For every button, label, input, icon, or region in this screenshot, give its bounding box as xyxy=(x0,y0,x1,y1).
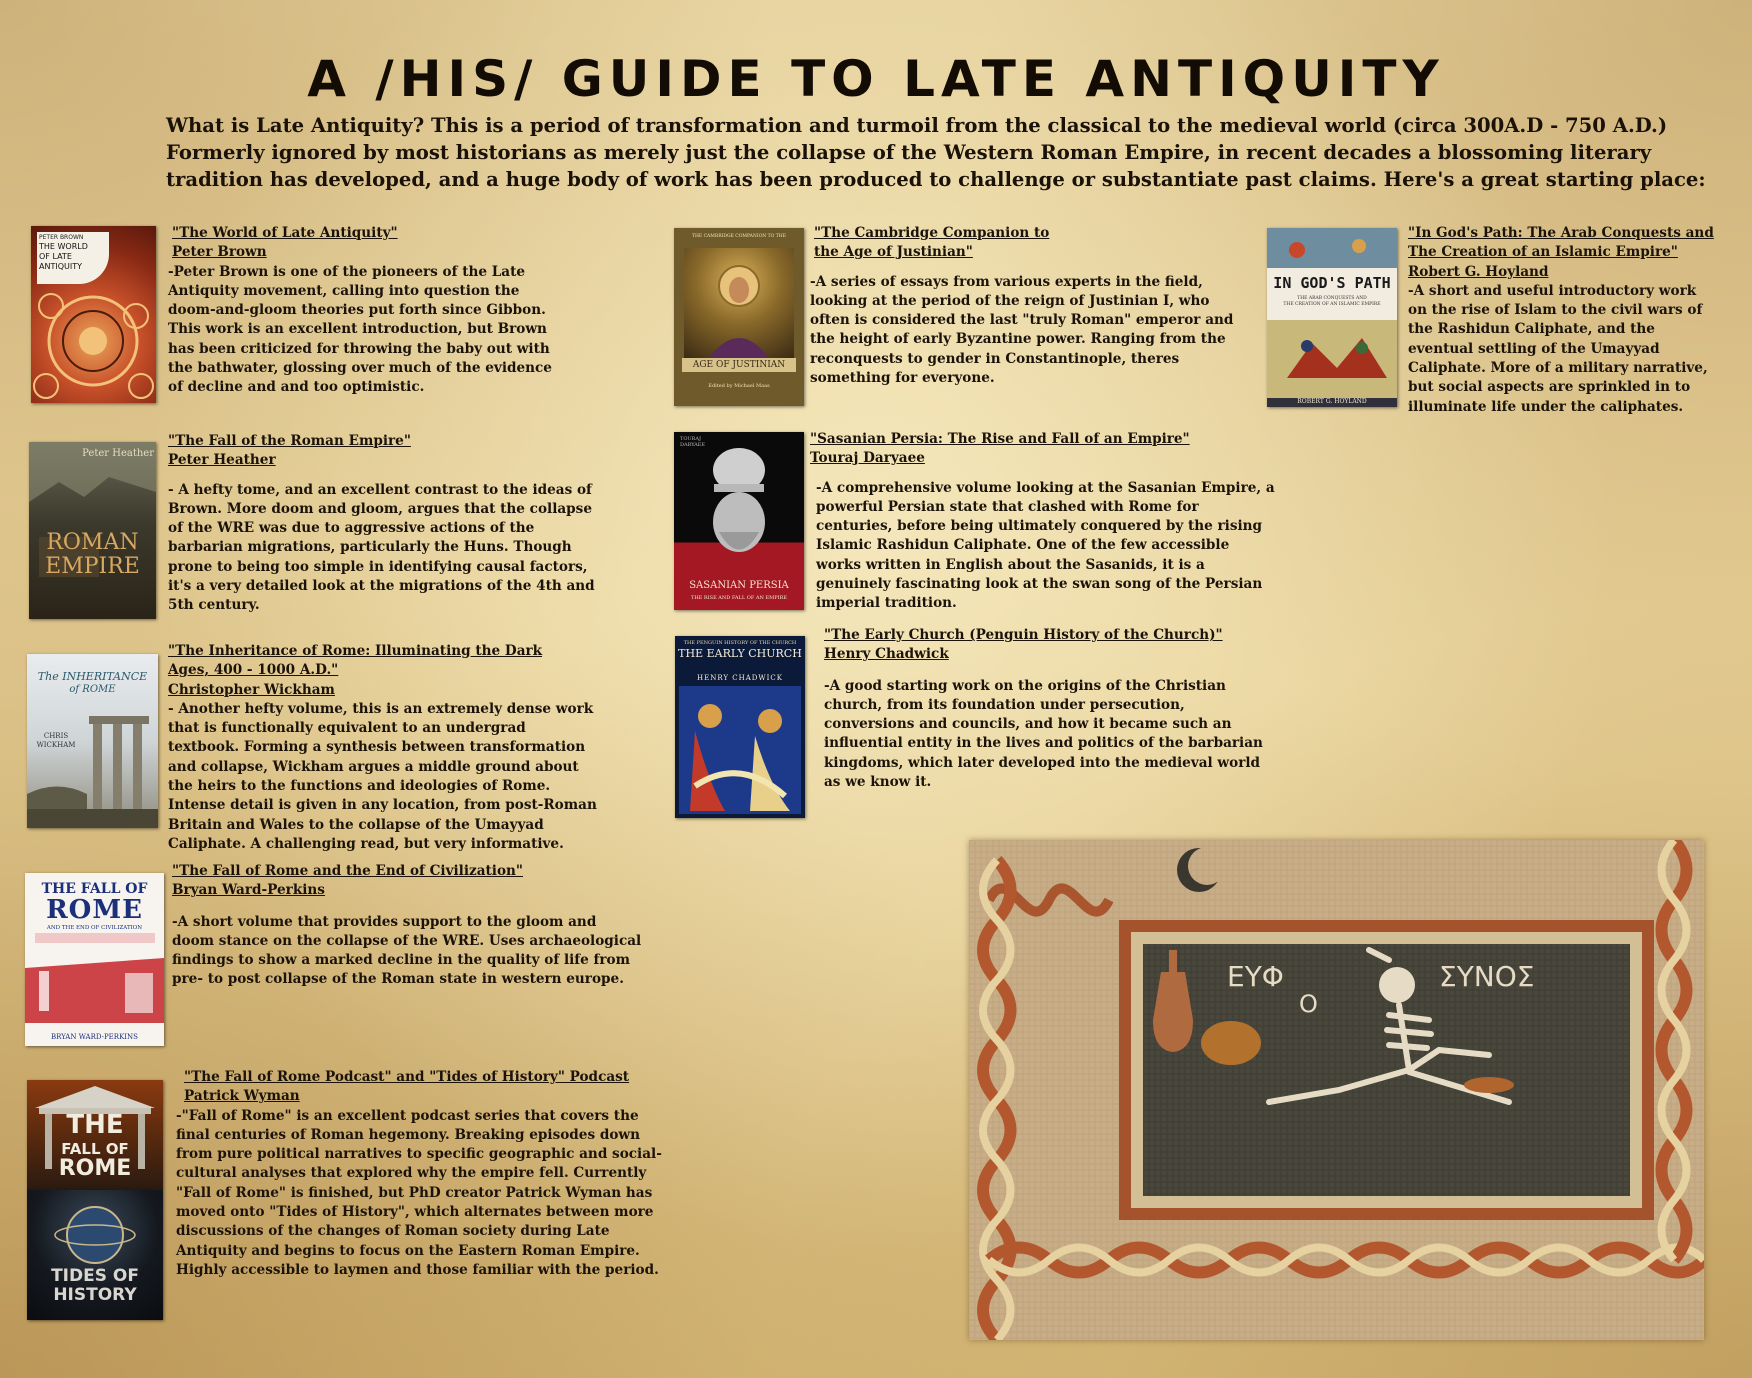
cover-title-line: ROME xyxy=(58,1156,132,1181)
cover-title-line: IN GOD'S PATH xyxy=(1273,274,1391,292)
cover-title-line: THE EARLY CHURCH xyxy=(678,647,802,660)
book-description: -Peter Brown is one of the pioneers of the Late Antiquity movement, calling into question the doom-and-gloom theories put forth since Gibbon. This work is an excellent introduction, but Brown has been criticized for throwing the baby out with the bathwater, glossing over much of the evidence of decline and and too optimistic. xyxy=(168,263,552,396)
book-title[interactable]: "The Fall of Rome Podcast" and "Tides of History" Podcast xyxy=(184,1069,630,1085)
book-title[interactable]: "The Fall of Rome and the End of Civilization" xyxy=(172,863,523,879)
cover-subtitle: THE RISE AND FALL OF AN EMPIRE xyxy=(690,595,788,601)
cover-title-line: OF LATE xyxy=(39,252,72,261)
book-description: -A short volume that provides support to the gloom and doom stance on the collapse of the WRE. Uses archaeological findings to show a marked decline in the quality of life from pre- to post collapse of the Roman state in western europe. xyxy=(172,913,642,988)
cover-title-line: HISTORY xyxy=(53,1285,137,1305)
book-cover-cambridge-companion xyxy=(674,228,804,406)
cover-subtitle: THE CREATION OF AN ISLAMIC EMPIRE xyxy=(1283,302,1381,307)
book-description: - Another hefty volume, this is an extremely dense work that is functionally equivalent to an undergrad textbook. Forming a synthesis between transformation and collapse, Wickham argues a middle ground about the heirs to the functions and ideologies of Rome. Intense detail is given in any location, from post-Roman Britain and Wales to the collapse of the Umayyad Caliphate. A challenging read, but very informative. xyxy=(168,700,597,852)
cover-title-line: THE WORLD xyxy=(39,242,88,251)
book-cover-fall-of-roman-empire xyxy=(29,442,156,619)
book-cover-world-of-late-antiquity xyxy=(31,226,156,403)
book-author: Peter Heather xyxy=(168,452,276,469)
book-description: -A series of essays from various experts in the field, looking at the period of the reign of Justinian I, who often is considered the last "truly Roman" emperor and the height of early Byzantine power. Ranging from the reconquests to gender in Constantinople, theres something for everyone. xyxy=(810,273,1234,387)
book-author: Touraj Daryaee xyxy=(810,450,925,467)
cover-author: WICKHAM xyxy=(36,741,76,749)
book-description: - A hefty tome, and an excellent contrast to the ideas of Brown. More doom and gloom, argues that the collapse of the WRE was due to aggressive actions of the barbarian migrations, particularly the Huns. Though prone to being too simple in identifying causal factors, it's a very detailed look at the migrations of the 4th and 5th century. xyxy=(168,481,595,614)
book-description: -"Fall of Rome" is an excellent podcast series that covers the final centuries of Roman hegemony. Breaking episodes down from pure political narratives to specific geographic and social-cultural analyses that explored why the empire fell. Currently "Fall of Rome" is finished, but PhD creator Patrick Wyman has moved onto "Tides of History", which alternates between more discussions of the changes of Roman society during Late Antiquity and begins to focus on the Eastern Roman Empire. Highly accessible to laymen and those familiar with the period. xyxy=(176,1107,662,1278)
book-author: Patrick Wyman xyxy=(184,1088,300,1105)
book-cover-sasanian-persia xyxy=(674,432,804,610)
book-title[interactable]: "The Fall of the Roman Empire" xyxy=(168,433,411,449)
book-description: -A good starting work on the origins of the Christian church, from its foundation under persecution, conversions and councils, and how it became such an influential entity in the lives and politics of the barbarian kingdoms, which later developed into the medieval world as we know it. xyxy=(824,677,1263,791)
book-cover-inheritance-of-rome xyxy=(27,654,158,828)
intro-paragraph: What is Late Antiquity? This is a period of transformation and turmoil from the classical to the medieval world (circa 300A.D - 750 A.D.) Formerly ignored by most historians as merely just the collapse of the Western Roman Empire, in recent decades a blossoming literary tradition has developed, and a huge body of work has been produced to challenge or substantiate past claims. Here's a great starting place: xyxy=(166,114,1706,191)
book-cover-in-gods-path xyxy=(1267,228,1397,407)
cover-author: Peter Heather xyxy=(82,448,154,459)
mosaic-inscription-left: ΕΥΦ xyxy=(1227,960,1284,993)
cover-title-line: of ROME xyxy=(69,684,116,695)
cover-title-line: EMPIRE xyxy=(45,554,140,579)
book-description: -A comprehensive volume looking at the Sasanian Empire, a powerful Persian state that clashed with Rome for centuries, before being ultimately conquered by the rising Islamic Rashidun Caliphate. One of the few accessible works written in English about the Sasanids, it is a genuinely fascinating look at the swan song of the Persian imperial tradition. xyxy=(816,479,1275,612)
book-title[interactable]: "The World of Late Antiquity" xyxy=(172,225,398,241)
cover-author: TOURAJ xyxy=(680,436,702,442)
cover-title-line: SASANIAN PERSIA xyxy=(689,580,789,591)
emperor-portrait-icon xyxy=(674,228,804,406)
book-title[interactable]: "The Early Church (Penguin History of the Church)" xyxy=(824,627,1223,643)
cover-title-line: THE xyxy=(66,1110,124,1140)
page-title: A /HIS/ GUIDE TO LATE ANTIQUITY xyxy=(307,50,1445,108)
cover-author: CHRIS xyxy=(43,732,69,740)
podcast-cover-tides-of-history xyxy=(27,1190,163,1320)
cover-series: THE CAMBRIDGE COMPANION TO THE xyxy=(691,234,787,239)
skeleton-mosaic-image xyxy=(969,840,1704,1340)
cover-series: THE PENGUIN HISTORY OF THE CHURCH xyxy=(683,640,797,646)
book-title[interactable]: "Sasanian Persia: The Rise and Fall of an Empire" xyxy=(810,431,1190,447)
cover-author: HENRY CHADWICK xyxy=(697,674,783,682)
book-description: -A short and useful introductory work on the rise of Islam to the civil wars of the Rashidun Caliphate, and the eventual settling of the Umayyad Caliphate. More of a military narrative, but social aspects are sprinkled in to illuminate life under the caliphates. xyxy=(1408,282,1708,415)
cover-title-line: ANTIQUITY xyxy=(39,262,82,271)
book-author: Robert G. Hoyland xyxy=(1408,263,1549,280)
book-author: Bryan Ward-Perkins xyxy=(172,882,325,899)
cover-author: BRYAN WARD-PERKINS xyxy=(51,1033,138,1041)
bread-loaf-icon xyxy=(1201,1021,1261,1065)
cover-title-line: THE FALL OF xyxy=(41,881,148,897)
cover-subtitle: AND THE END OF CIVILIZATION xyxy=(46,925,143,931)
cover-title-line: ROMAN xyxy=(46,530,139,555)
cover-title-line: AGE OF JUSTINIAN xyxy=(682,358,796,372)
book-cover-fall-of-rome-end-of-civilization xyxy=(25,873,164,1046)
book-author: Henry Chadwick xyxy=(824,646,949,663)
mosaic-inscription-mid: Ο xyxy=(1299,990,1318,1018)
saints-illumination-icon xyxy=(675,636,805,818)
book-title[interactable]: "In God's Path: The Arab Conquests and The Creation of an Islamic Empire" xyxy=(1408,225,1714,261)
mosaic-inscription-right: ΣΥΝΟΣ xyxy=(1439,960,1535,993)
cover-author: DARYAEE xyxy=(680,442,706,448)
book-title[interactable]: "The Cambridge Companion to the Age of Justinian" xyxy=(814,225,1050,261)
book-author: Peter Brown xyxy=(172,244,267,261)
cover-author: PETER BROWN xyxy=(39,234,84,241)
mosaic-illustration xyxy=(969,840,1704,1340)
cover-editor: Edited by Michael Maas xyxy=(708,383,770,389)
book-author: Christopher Wickham xyxy=(168,681,335,698)
cover-subtitle: THE ARAB CONQUESTS AND xyxy=(1297,296,1367,301)
cover-title-line: ROME xyxy=(46,895,143,925)
podcast-cover-fall-of-rome xyxy=(27,1080,163,1190)
cover-title-line: The INHERITANCE xyxy=(37,670,148,683)
cover-title-line: FALL OF xyxy=(61,1140,129,1158)
miniature-painting-icon xyxy=(1267,228,1397,407)
book-cover-early-church xyxy=(675,636,805,818)
cover-title-line: TIDES OF xyxy=(51,1266,139,1286)
book-title[interactable]: "The Inheritance of Rome: Illuminating the Dark Ages, 400 - 1000 A.D." xyxy=(168,643,543,679)
cover-author: ROBERT G. HOYLAND xyxy=(1297,398,1367,405)
